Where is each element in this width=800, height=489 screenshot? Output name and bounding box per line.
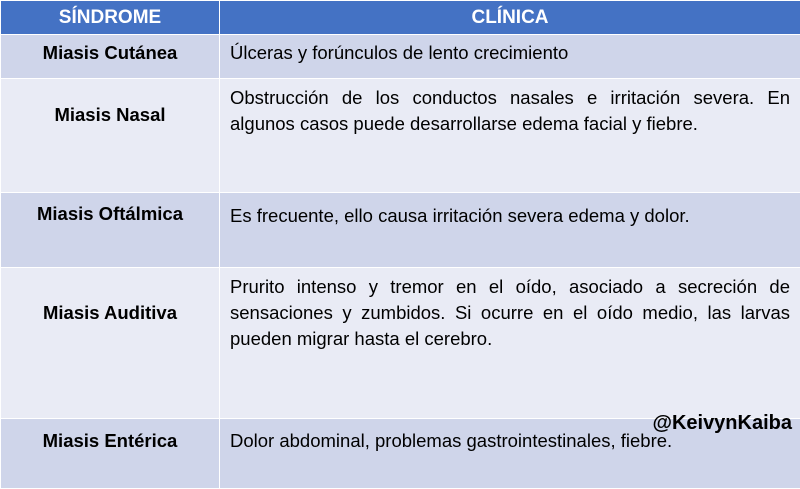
header-clinic: CLÍNICA	[220, 1, 800, 35]
syndrome-cell: Miasis Cutánea	[1, 35, 220, 79]
syndrome-cell: Miasis Nasal	[1, 79, 220, 193]
syndrome-cell: Miasis Entérica	[1, 419, 220, 489]
table-row	[1, 193, 800, 268]
header-syndrome: SÍNDROME	[1, 1, 220, 35]
clinic-cell: Es frecuente, ello causa irritación severa edema y dolor.	[220, 193, 800, 268]
watermark-handle: @KeivynKaiba	[652, 412, 792, 435]
table-row	[1, 268, 800, 419]
syndrome-cell: Miasis Auditiva	[1, 268, 220, 419]
syndrome-cell: Miasis Oftálmica	[1, 193, 220, 268]
table-row	[1, 79, 800, 193]
table-row	[1, 35, 800, 79]
clinic-cell: Obstrucción de los conductos nasales e irritación severa. En algunos casos puede desarrollarse edema facial y fiebre.	[220, 79, 800, 193]
clinic-cell: Dolor abdominal, problemas gastrointestinales, fiebre.	[220, 419, 800, 489]
table-header-row	[1, 1, 800, 35]
clinic-cell: Úlceras y forúnculos de lento crecimiento	[220, 35, 800, 79]
clinic-cell: Prurito intenso y tremor en el oído, asociado a secreción de sensaciones y zumbidos. Si ocurre en el oído medio, las larvas pueden migrar hasta el cerebro.	[220, 268, 800, 419]
